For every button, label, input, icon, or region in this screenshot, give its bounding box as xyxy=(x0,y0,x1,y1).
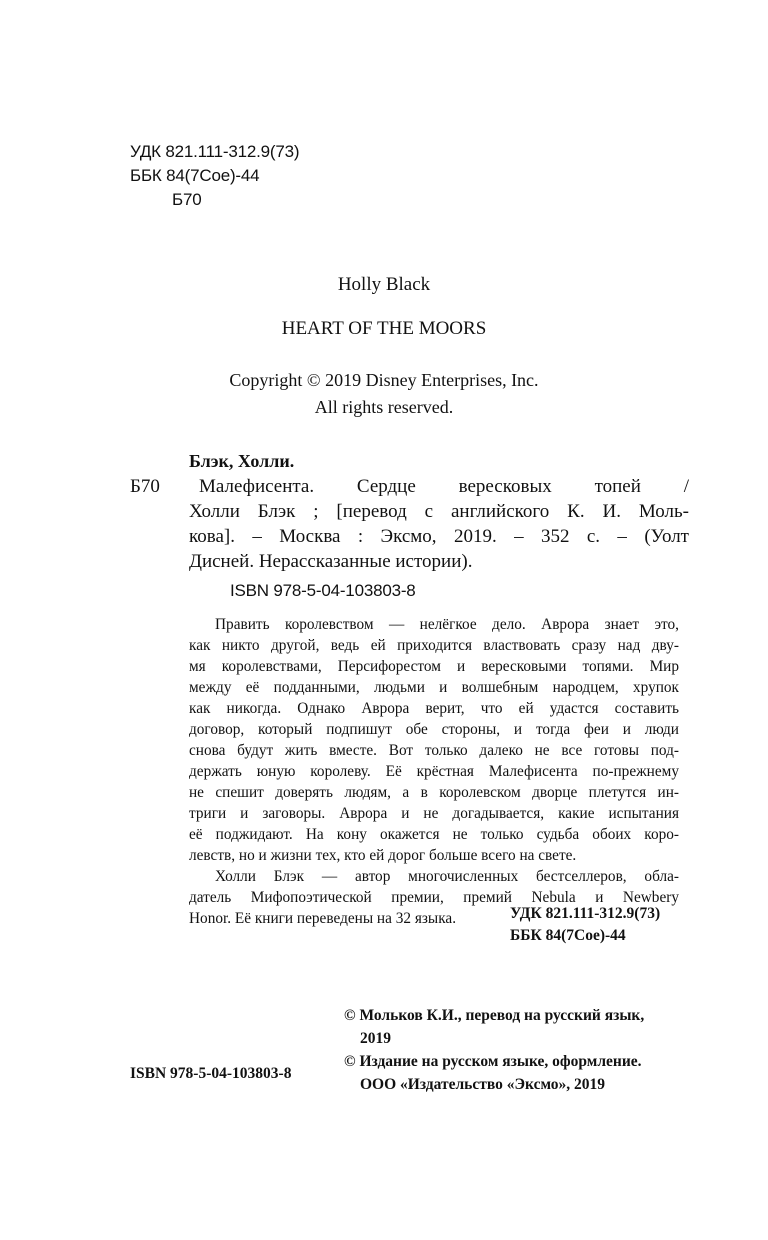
copyright-translation: © Мольков К.И., перевод на русский язык, xyxy=(344,1007,645,1024)
annotation-line: между её подданными, людьми и волшебным народцем, хрупок xyxy=(189,679,679,696)
copyright-publisher: ООО «Издательство «Эксмо», 2019 xyxy=(360,1076,606,1093)
isbn-bottom: ISBN 978-5-04-103803-8 xyxy=(130,1065,292,1082)
copyright-line-1: Copyright © 2019 Disney Enterprises, Inc. xyxy=(229,370,539,390)
annotation-line: как никогда. Однако Аврора верит, что ей удастся составить xyxy=(189,700,679,717)
entry-line: Малефисента. Сердце вересковых топей / xyxy=(199,476,689,497)
bbk-code-top: ББК 84(7Сое)-44 xyxy=(130,166,260,185)
entry-isbn: ISBN 978-5-04-103803-8 xyxy=(230,581,416,600)
copyright-translation-year: 2019 xyxy=(360,1030,391,1047)
copyrights-block xyxy=(344,1004,644,1096)
author-bio-line: датель Мифопоэтической премии, премий Nebula и Newbery xyxy=(189,889,679,906)
entry-line: Дисней. Нерассказанные истории). xyxy=(189,551,473,572)
bbk-code-bottom: ББК 84(7Сое)-44 xyxy=(510,927,626,944)
entry-author-mark: Б70 xyxy=(130,476,160,497)
entry-line: кова]. – Москва : Эксмо, 2019. – 352 с. – (Уолт xyxy=(189,526,689,547)
author-bio-line: Холли Блэк — автор многочисленных бестселлеров, обла- xyxy=(215,868,679,885)
annotation-line: снова будут жить вместе. Вот только далеко не все готовы под- xyxy=(189,742,679,759)
annotation-line: Править королевством — нелёгкое дело. Аврора знает это, xyxy=(215,616,679,633)
annotation xyxy=(189,614,679,929)
copyright-line-2: All rights reserved. xyxy=(314,397,454,417)
copyright-edition: © Издание на русском языке, оформление. xyxy=(344,1053,642,1070)
annotation-line: триги и заговоры. Аврора и не догадывается, какие испытания xyxy=(189,805,679,822)
udk-code-bottom: УДК 821.111-312.9(73) xyxy=(510,905,661,922)
annotation-line: не спешит доверять людям, а в королевском дворце плетутся ин- xyxy=(189,784,679,801)
entry-author: Блэк, Холли. xyxy=(189,451,295,471)
annotation-line: договор, который подпишут обе стороны, и тогда феи и люди xyxy=(189,721,679,738)
author-original: Holly Black xyxy=(337,274,431,295)
annotation-line: как никто другой, ведь ей приходится властвовать сразу над дву- xyxy=(189,637,679,654)
author-bio-line: Honor. Её книги переведены на 32 языка. xyxy=(189,910,457,927)
annotation-line: держать юную королеву. Её крёстная Малефисента по-прежнему xyxy=(189,763,679,780)
bibliographic-description xyxy=(189,474,689,574)
title-original: HEART OF THE MOORS xyxy=(281,318,487,339)
udk-code-top: УДК 821.111-312.9(73) xyxy=(130,142,300,161)
annotation-line: её поджидают. На кону окажется не только судьба обоих коро- xyxy=(189,826,679,843)
author-mark-top: Б70 xyxy=(172,190,202,209)
entry-line: Холли Блэк ; [перевод с английского К. И. Моль- xyxy=(189,501,689,522)
annotation-line: левств, но и жизни тех, кто ей дорог больше всего на свете. xyxy=(189,847,577,864)
annotation-line: мя королевствами, Персифорестом и вересковыми топями. Мир xyxy=(189,658,679,675)
